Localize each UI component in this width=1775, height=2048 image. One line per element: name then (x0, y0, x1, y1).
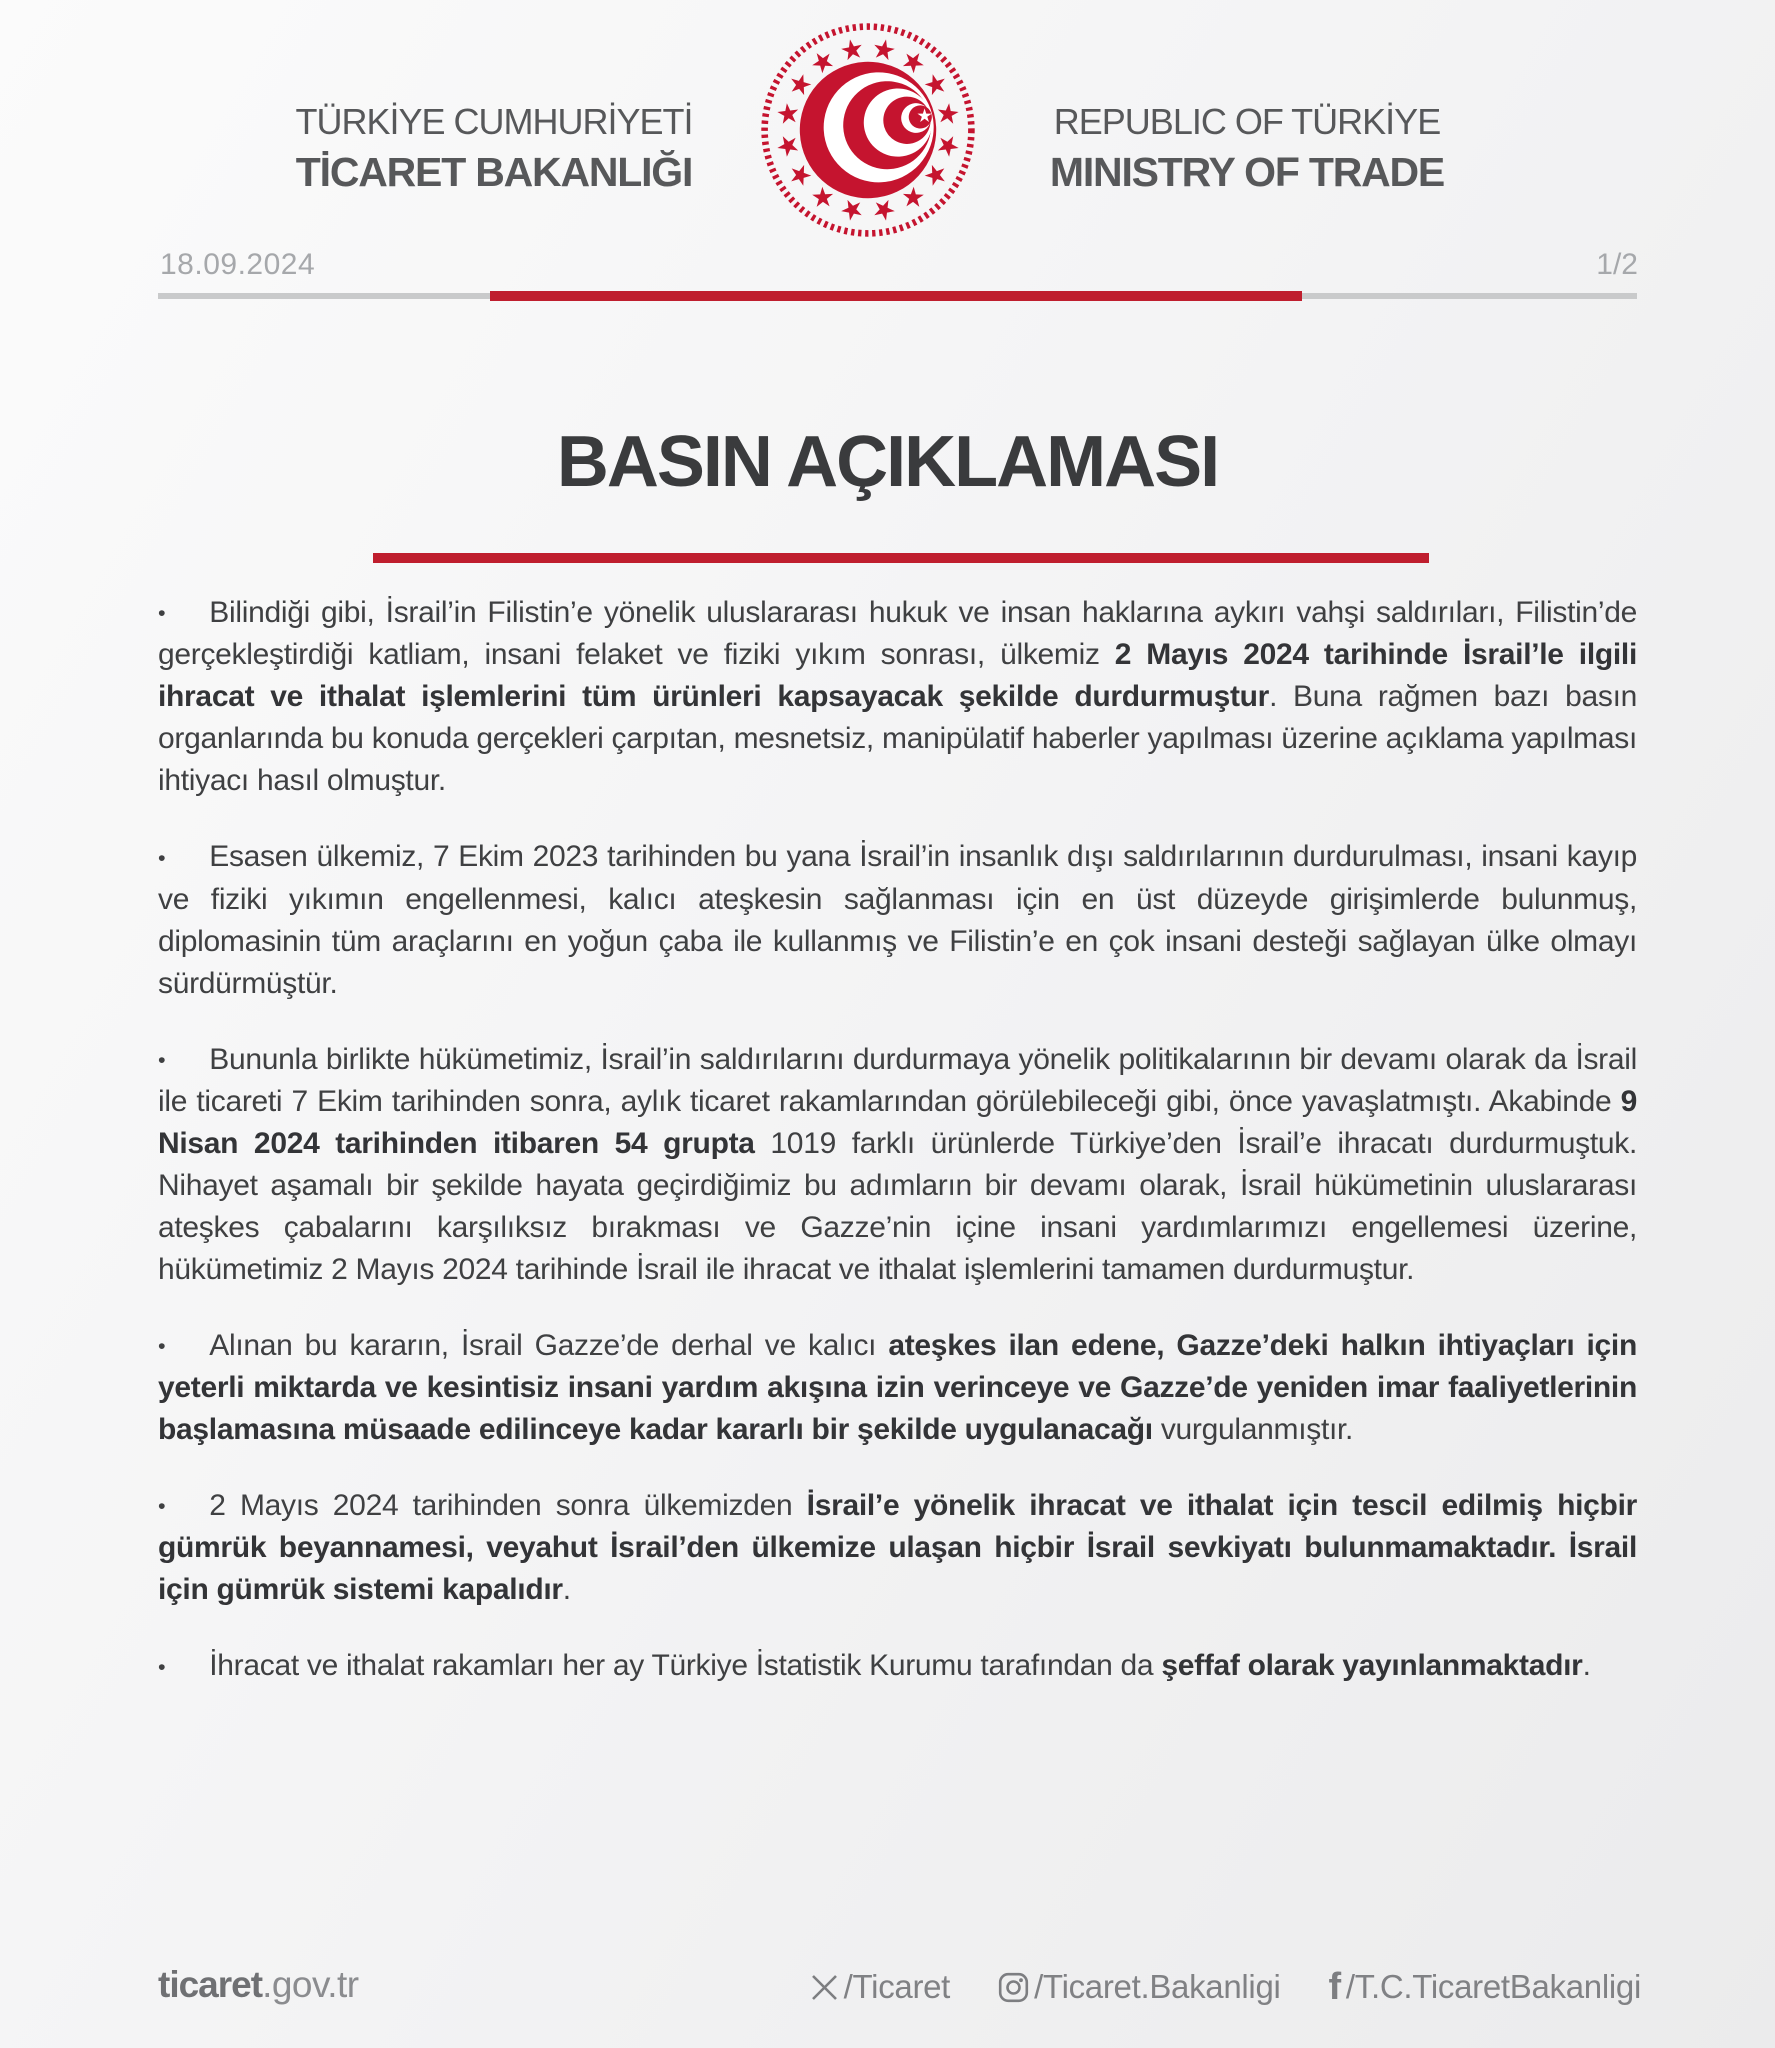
header-turkish-title (199, 100, 789, 197)
social-facebook (1329, 1968, 1641, 2006)
paragraph-text: Bununla birlikte hükümetimiz, İsrail’in saldırılarını durdurmaya yönelik politikalarının bir devamı olarak da İsrail ile ticareti 7 Ekim tarihinden sonra, aylık ticaret rakamlarından görülebileceği gibi, önce yavaşlatmıştı. Akabinde (158, 1042, 1637, 1118)
republic-name-tr: TÜRKİYE CUMHURİYETİ (295, 101, 693, 142)
facebook-icon: f (1328, 1966, 1341, 2008)
website-suffix: .gov.tr (262, 1964, 359, 2005)
paragraph-text: 2 Mayıs 2024 tarihinden sonra ülkemizden (209, 1489, 807, 1523)
paragraph (158, 1325, 1637, 1451)
instagram-icon (998, 1972, 1029, 2003)
paragraph-text: . (562, 1573, 571, 1607)
social-links (810, 1968, 1641, 2006)
ministry-of-trade-emblem-icon (758, 20, 978, 240)
social-x-handle: /Ticaret (843, 1968, 951, 2005)
bullet-marker: • (158, 1493, 166, 1519)
paragraph-text-bold: 2 Mayıs 2024 tarihinde İsrail’le ilgili ihracat ve ithalat işlemlerini tüm ürünleri kapsayacak şekilde durdurmuştur (158, 638, 1637, 714)
paragraph-text: Bilindiği gibi, İsrail’in Filistin’e yönelik uluslararası hukuk ve insan haklarına aykırı vahşi saldırıları, Filistin’de gerçekleştirdiği katliam, insani felaket ve fiziki yıkım sonrası, ülkemiz (158, 596, 1637, 672)
paragraph-text: . Buna rağmen bazı basın organlarında bu konuda gerçekleri çarpıtan, mesnetsiz, manipülatif haberler yapılması üzerine açıklama yapılması ihtiyacı hasıl olmuştur. (158, 680, 1637, 798)
republic-name-en: REPUBLIC OF TÜRKİYE (1053, 101, 1441, 142)
paragraph (158, 592, 1637, 802)
header-divider-red-segment (490, 291, 1302, 301)
social-instagram-handle: /Ticaret.Bakanligi (1034, 1968, 1281, 2005)
x-icon (810, 1973, 839, 2002)
paragraph-text: Alınan bu kararın, İsrail Gazze’de derhal ve kalıcı (209, 1328, 889, 1362)
bullet-marker: • (158, 1046, 166, 1072)
paragraph-text: vurgulanmıştır. (1152, 1413, 1354, 1447)
bullet-marker: • (158, 1653, 166, 1679)
bullet-marker: • (158, 1333, 166, 1359)
paragraph-text-bold: şeffaf olarak yayınlanmaktadır (1161, 1649, 1583, 1683)
paragraph-text-bold: ateşkes ilan edene, Gazze’deki halkın ihtiyaçları için yeterli miktarda ve kesintisiz insani yardım akışına izin verinceye ve Gazze’de yeniden imar faaliyetlerinin başlamasına müsaade edilinceye kadar kararlı bir şekilde uygulanacağı (158, 1328, 1637, 1447)
bullet-marker: • (158, 600, 166, 626)
bullet-marker: • (158, 844, 166, 870)
social-instagram (998, 1968, 1280, 2006)
paragraph-text-bold: İsrail’e yönelik ihracat ve ithalat için tescil edilmiş hiçbir gümrük beyannamesi, veyahut İsrail’den ülkemize ulaşan hiçbir İsrail sevkiyatı bulunmamaktadır. İsrail için gümrük sistemi kapalıdır (158, 1489, 1637, 1607)
page-title: BASIN AÇIKLAMASI (556, 422, 1219, 502)
social-x (810, 1968, 950, 2006)
social-facebook-handle: /T.C.TicaretBakanligi (1345, 1968, 1641, 2005)
paragraph-text: 1019 farklı ürünlerde Türkiye’den İsrail’e ihracatı durdurmuştuk. Nihayet aşamalı bir şekilde hayata geçirdiğimiz bu adımların bir devamı olarak, İsrail hükümetinin uluslararası ateşkes çabalarını karşılıksız bırakması ve Gazze’nin içine insani yardımlarımızı engellemesi üzerine, hükümetimiz 2 Mayıs 2024 tarihinde İsrail ile ihracat ve ithalat işlemlerini tamamen durdurmuştur. (158, 1126, 1637, 1286)
page-number: 1/2 (1596, 248, 1638, 281)
header-english-title (952, 100, 1542, 197)
document-date: 18.09.2024 (160, 248, 316, 281)
paragraph (158, 1485, 1637, 1611)
paragraph-text-bold: 9 Nisan 2024 tarihinden itibaren 54 grupta (158, 1084, 1637, 1160)
ministry-name-tr: TİCARET BAKANLIĞI (295, 149, 693, 195)
paragraph-text: . (1582, 1649, 1591, 1683)
paragraph (158, 836, 1637, 1004)
title-underline (373, 553, 1429, 563)
paragraph (158, 1645, 1637, 1687)
paragraph-text: İhracat ve ithalat rakamları her ay Türkiye İstatistik Kurumu tarafından da (209, 1649, 1162, 1683)
press-release-body (158, 592, 1637, 1688)
website-url (158, 1964, 359, 2006)
paragraph (158, 1039, 1637, 1291)
website-domain: ticaret (158, 1964, 263, 2005)
ministry-name-en: MINISTRY OF TRADE (1049, 149, 1445, 195)
paragraph-text: Esasen ülkemiz, 7 Ekim 2023 tarihinden bu yana İsrail’in insanlık dışı saldırılarının durdurulması, insani kayıp ve fiziki yıkımın engellenmesi, kalıcı ateşkesin sağlanması için en üst düzeyde girişimlerde bulunmuş, diplomasinin tüm araçlarını en yoğun çaba ile kullanmış ve Filistin’e en çok insani desteği sağlayan ülke olmayı sürdürmüştür. (158, 840, 1637, 1000)
